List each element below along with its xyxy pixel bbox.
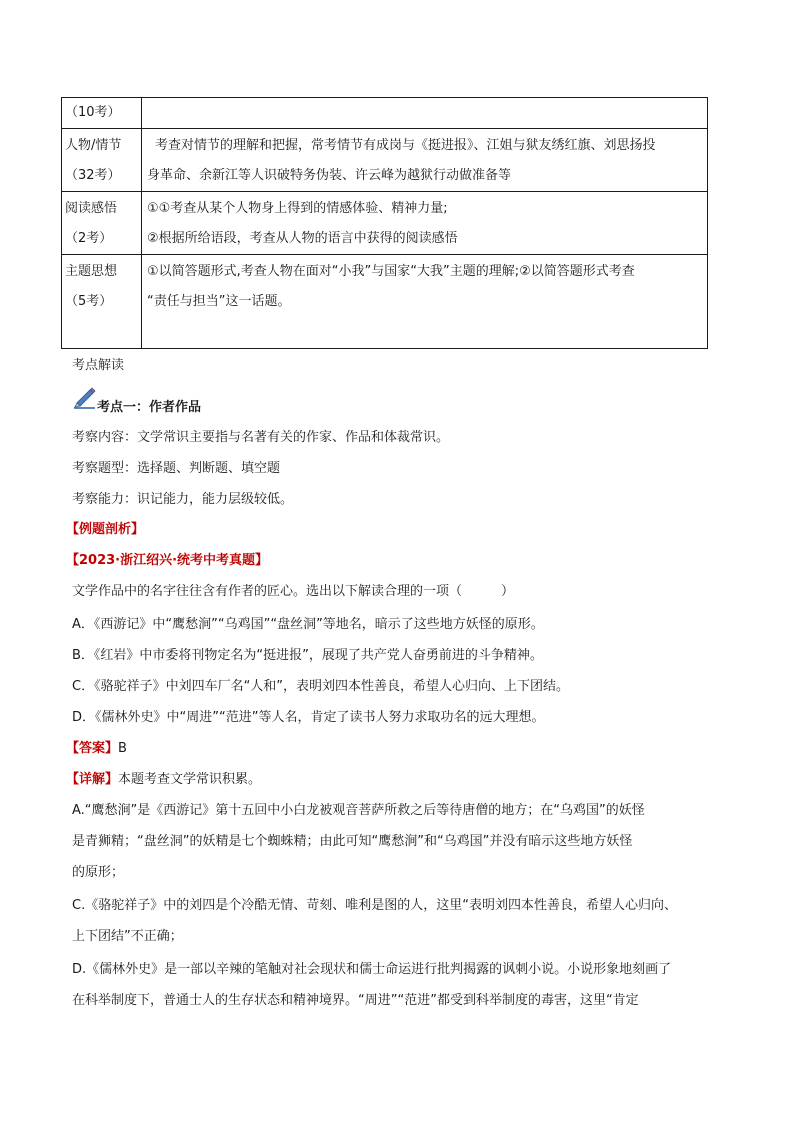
table-cell-category [62,129,142,192]
category-line: 阅读感悟 [65,201,118,216]
category-line: （32考） [65,168,121,183]
question-option: A．《西游记》中“鹰愁涧”“乌鸡国”“盘丝洞”等地名，暗示了这些地方妖怪的原形。 [72,617,544,632]
category-line: 人物/情节 [65,138,122,153]
pencil-icon [71,385,97,411]
description-line: “责任与担当”这一话题。 [147,294,291,309]
question-option: B．《红岩》中市委将刊物定名为“挺进报”，展现了共产党人奋勇前进的斗争精神。 [72,648,543,663]
explanation-a-line: 的原形； [72,865,125,880]
source-label: 【2023·浙江绍兴·统考中考真题】 [66,553,269,568]
table-row [62,98,708,129]
table-cell-description [142,255,708,349]
section-title: 考点解读 [72,358,125,373]
question-option: D．《儒林外史》中“周进”“范进”等人名，肯定了读书人努力求取功名的远大理想。 [72,710,545,725]
category-line: 主题思想 [65,264,118,279]
table-cell-category [62,192,142,255]
table-row [62,129,708,192]
table-cell-category [62,98,142,129]
explanation-c-line: C.《骆驼祥子》中的刘四是个冷酷无情、苛刻、唯利是图的人，这里“表明刘四本性善良，希望人心归向、 [72,898,677,913]
answer-value: B [118,741,127,756]
explanation-d-line: 在科举制度下，普通士人的生存状态和精神境界。“周进”“范进”都受到科举制度的毒害，这里“肯定 [72,993,639,1008]
category-line: （10考） [65,105,121,120]
table-row [62,192,708,255]
category-line: （2考） [65,231,113,246]
table-cell-description [142,192,708,255]
answer-label: 【答案】 [66,741,119,756]
description-line: 考查对情节的理解和把握，常考情节有成岗与《挺进报》、江姐与狱友绣红旗、刘思扬投 [155,138,656,153]
point-one-title: 考点一：作者作品 [97,400,202,415]
example-label: 【例题剖析】 [66,522,145,537]
description-line: 身革命、余新江等人识破特务伪装、许云峰为越狱行动做准备等 [147,168,512,183]
description-line: ①①考查从某个人物身上得到的情感体验、精神力量; [147,201,448,216]
explanation-label: 【详解】 [66,772,119,787]
answer-line [66,740,127,758]
table-cell-description [142,98,708,129]
explanation-intro: 本题考查文学常识积累。 [118,772,262,787]
table-cell-category [62,255,142,349]
exam-point-table [61,97,708,349]
table-row [62,255,708,349]
question-option: C．《骆驼祥子》中刘四车厂名“人和”，表明刘四本性善良，希望人心归向、上下团结。 [72,679,570,694]
point-one-type: 考察题型：选择题、判断题、填空题 [72,461,281,476]
category-line: （5考） [65,294,113,309]
explanation-a-line: A.“鹰愁涧”是《西游记》第十五回中小白龙被观音菩萨所救之后等待唐僧的地方；在“乌鸡国”的妖怪 [72,803,645,818]
point-one-content: 考察内容：文学常识主要指与名著有关的作家、作品和体裁常识。 [72,430,450,445]
explanation-c-line: 上下团结”不正确； [72,929,183,944]
explanation-intro-line [66,771,261,789]
explanation-a-line: 是青狮精；“盘丝洞”的妖精是七个蜘蛛精；由此可知“鹰愁涧”和“乌鸡国”并没有暗示这些地方妖怪 [72,834,633,849]
point-one-ability: 考察能力：识记能力，能力层级较低。 [72,492,294,507]
description-line: ②根据所给语段，考查从人物的语言中获得的阅读感悟 [147,231,458,246]
question-stem: 文学作品中的名字往往含有作者的匠心。选出以下解读合理的一项（ ） [72,584,515,599]
explanation-d-line: D.《儒林外史》是一部以辛辣的笔触对社会现状和儒士命运进行批判揭露的讽刺小说。小说形象地刻画了 [72,962,672,977]
table-cell-description [142,129,708,192]
description-line: ①以简答题形式,考查人物在面对“小我”与国家“大我”主题的理解;②以简答题形式考查 [147,264,635,279]
